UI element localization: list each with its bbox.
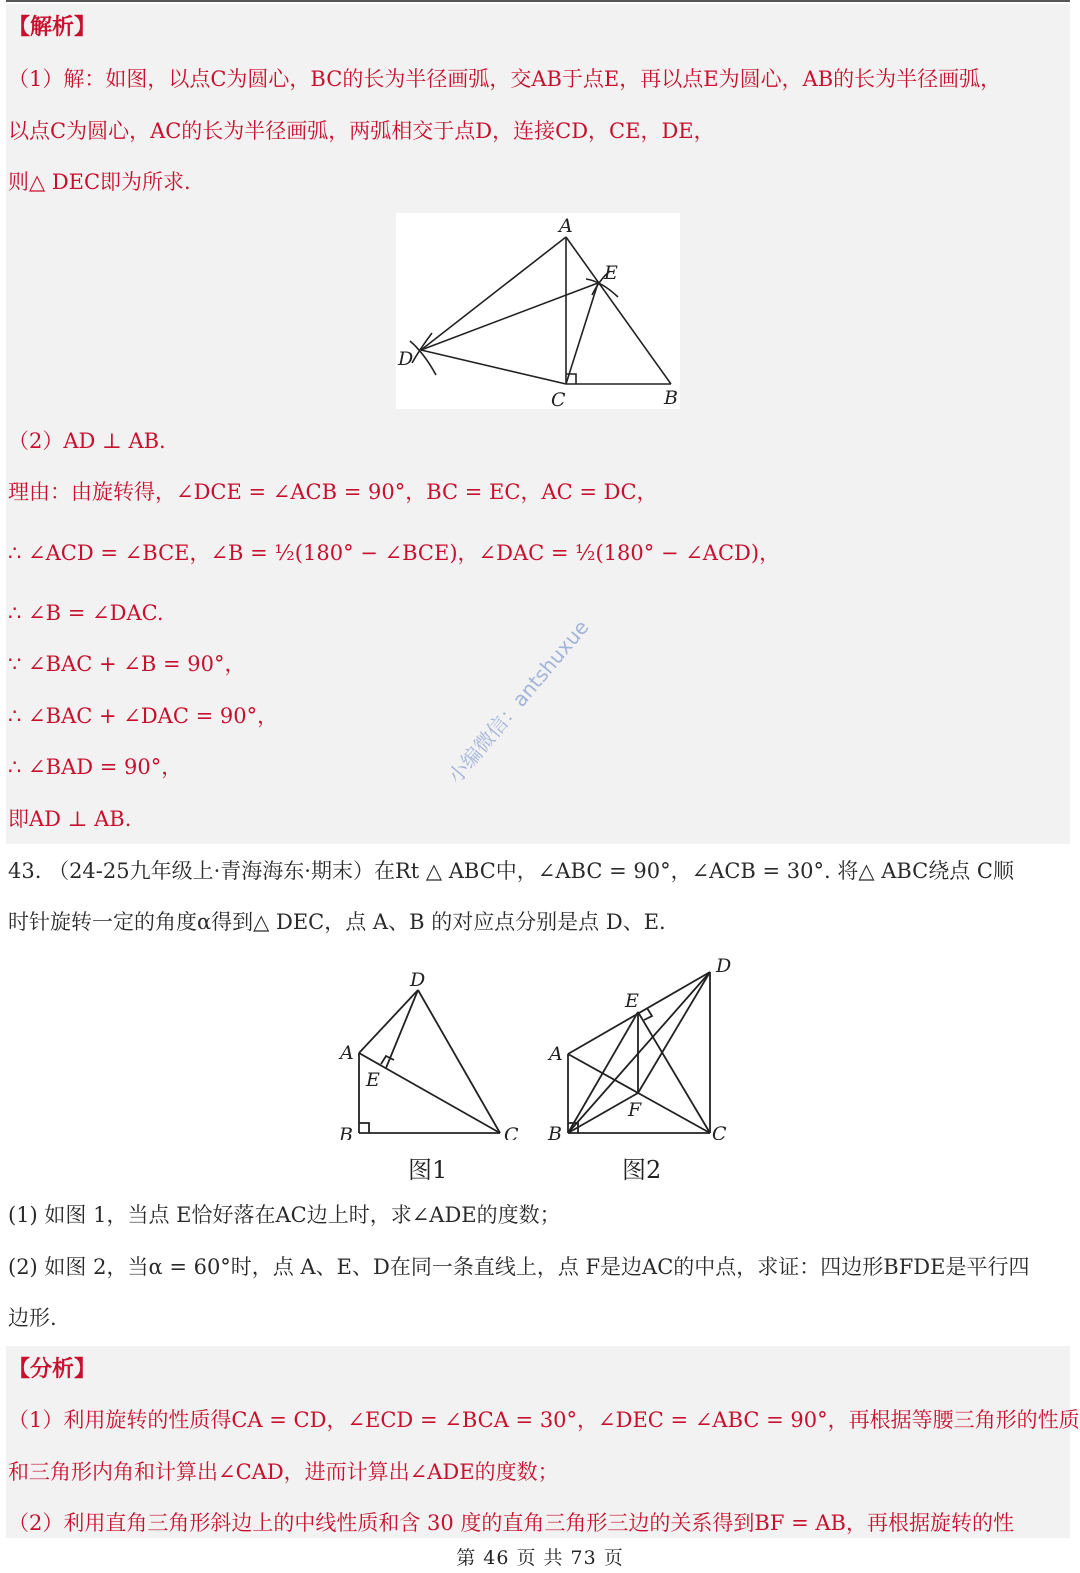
figure-background bbox=[396, 213, 680, 409]
fig1-segment-de bbox=[386, 990, 418, 1068]
problem-line2: 时针旋转一定的角度α得到△ DEC，点 A、B 的对应点分别是点 D、E. bbox=[8, 910, 666, 934]
solution-p1-line3: 则△ DEC即为所求. bbox=[8, 170, 191, 194]
page-footer: 第 46 页 共 73 页 bbox=[456, 1547, 624, 1569]
solution-p2-line5: ∵ ∠BAC + ∠B = 90°， bbox=[8, 652, 246, 676]
solution-p2-line7: ∴ ∠BAD = 90°， bbox=[8, 755, 183, 779]
label-e: E bbox=[604, 262, 618, 284]
fig1-segment-ac bbox=[359, 1053, 500, 1133]
question-2-line2: 边形. bbox=[8, 1306, 57, 1330]
fig2-label-d: D bbox=[716, 955, 732, 977]
fig2-segment-ec bbox=[638, 1012, 710, 1133]
fig1-label-e: E bbox=[366, 1069, 380, 1091]
construction-figure bbox=[396, 213, 680, 409]
fig2-label-b: B bbox=[548, 1123, 562, 1140]
problem-figure-1 bbox=[330, 960, 530, 1140]
label-d: D bbox=[398, 348, 414, 370]
figure-2-caption: 图2 bbox=[622, 1156, 662, 1184]
solution-p1-line1: （1）解：如图，以点C为圆心，BC的长为半径画弧，交AB于点E，再以点E为圆心，AB的长为半径画弧， bbox=[8, 67, 1002, 91]
analysis-line3: （2）利用直角三角形斜边上的中线性质和含 30 度的直角三角形三边的关系得到BF = AB，再根据旋转的性 bbox=[8, 1511, 1014, 1535]
fig2-label-c: C bbox=[712, 1123, 727, 1140]
fig2-label-a: A bbox=[549, 1043, 563, 1065]
analysis-line2: 和三角形内角和计算出∠CAD，进而计算出∠ADE的度数； bbox=[8, 1460, 559, 1484]
problem-line1: 43. （24-25九年级上·青海海东·期末）在Rt △ ABC中，∠ABC = 90°，∠ACB = 30°. 将△ ABC绕点 C顺 bbox=[8, 859, 1014, 883]
solution-p2-line4: ∴ ∠B = ∠DAC. bbox=[8, 601, 164, 625]
figure-1-caption: 图1 bbox=[408, 1156, 448, 1184]
fig1-label-c: C bbox=[504, 1124, 519, 1140]
solution-p2-line8: 即AD ⊥ AB. bbox=[8, 807, 132, 831]
fig1-right-angle-b bbox=[359, 1123, 369, 1133]
analysis-header: 【分析】 bbox=[8, 1356, 97, 1382]
solution-p1-line2: 以点C为圆心，AC的长为半径画弧，两弧相交于点D，连接CD，CE，DE， bbox=[8, 119, 715, 143]
solution-p2-line3: ∴ ∠ACD = ∠BCE，∠B = ½(180° − ∠BCE)，∠DAC = ½(180° − ∠ACD)， bbox=[8, 541, 781, 565]
top-rule bbox=[6, 0, 1070, 2]
fig1-label-d: D bbox=[410, 969, 426, 991]
solution-p2-line1: （2）AD ⊥ AB. bbox=[8, 429, 166, 453]
label-b: B bbox=[664, 387, 678, 409]
analysis-line1: （1）利用旋转的性质得CA = CD，∠ECD = ∠BCA = 30°，∠DEC = ∠ABC = 90°，再根据等腰三角形的性质 bbox=[8, 1408, 1080, 1432]
solution-p2-line2: 理由：由旋转得，∠DCE = ∠ACB = 90°，BC = EC，AC = DC， bbox=[8, 480, 658, 504]
fig1-segment-ad bbox=[359, 990, 418, 1053]
fig2-segment-fd bbox=[638, 972, 710, 1093]
watermark-text: 小编微信：antshuxue bbox=[443, 615, 594, 788]
fig2-label-e: E bbox=[625, 990, 639, 1012]
problem-figure-2 bbox=[540, 950, 750, 1140]
fig1-label-a: A bbox=[340, 1042, 354, 1064]
question-2-line1: (2) 如图 2，当α = 60°时，点 A、E、D在同一条直线上，点 F是边AC的中点，求证：四边形BFDE是平行四 bbox=[8, 1255, 1030, 1279]
fig1-label-b: B bbox=[339, 1124, 353, 1140]
fig1-segment-dc bbox=[418, 990, 500, 1133]
solution-header: 【解析】 bbox=[8, 14, 97, 40]
label-c: C bbox=[551, 389, 566, 409]
question-1: (1) 如图 1，当点 E恰好落在AC边上时，求∠ADE的度数； bbox=[8, 1203, 561, 1227]
solution-p2-line6: ∴ ∠BAC + ∠DAC = 90°， bbox=[8, 704, 279, 728]
fig2-label-f: F bbox=[628, 1099, 642, 1121]
label-a: A bbox=[559, 215, 573, 237]
